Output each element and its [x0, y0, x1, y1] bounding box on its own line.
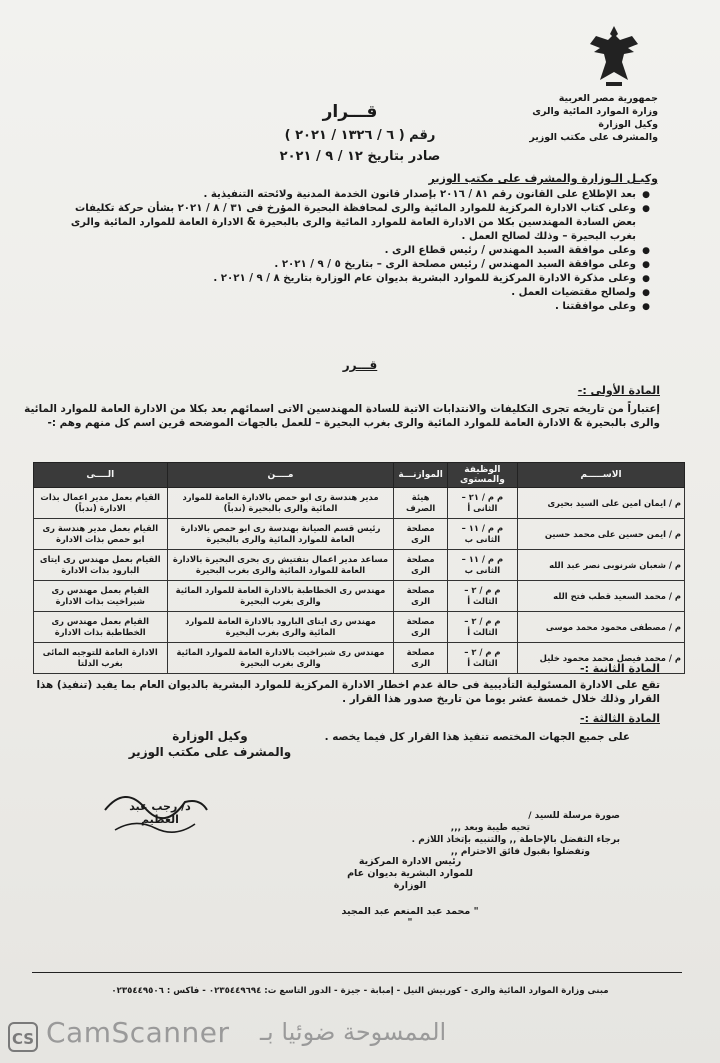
- signatory-name: د/ رجب عبد العظيم: [129, 800, 191, 826]
- eagle-emblem-icon: [588, 22, 640, 88]
- cell-grade: م م / ٢١ – الثانى أ: [447, 488, 517, 519]
- decision-date: صادر بتاريخ ١٢ / ٩ / ٢٠٢١: [279, 149, 441, 164]
- article3-text: على جميع الجهات المختصه تنفيذ هذا القرار كل فيما يخصه .: [324, 731, 630, 743]
- cell-to: القيام بعمل مدير اعمال بذات الادارة (ندباً): [34, 488, 168, 519]
- recital-item: ● بعد الإطلاع على القانون رقم ٨١ / ٢٠١٦ بإصدار قانون الخدمة المدنية ولائحته التنفيذية .: [50, 188, 650, 202]
- head-office: للموارد البشرية بديوان عام الوزارة: [347, 868, 473, 891]
- col-budget-header: الموازنـــة: [394, 463, 447, 488]
- cell-grade: م م / ١١ – الثانى ب: [447, 550, 517, 581]
- cell-to: القيام بعمل مهندس رى الخطاطبة بذات الادارة: [34, 612, 168, 643]
- copy-greeting: تحيه طيبة وبعد ,,,: [450, 823, 530, 833]
- cell-from: مدير هندسة رى ابو حمص بالادارة العامة للموارد المائية والرى بالبحيرة (ندباً): [167, 488, 394, 519]
- article2-text: تقع على الادارة المسئولية التأديبية فى حالة عدم اخطار الادارة المركزية للموارد البشرية بالديوان العام بما يفيد (تنفيذ) هذا القرار وذلك خلال خمسة عشر يوما من تاريخ صدور هذا القرار .: [36, 679, 660, 705]
- signature-block: [100, 728, 320, 760]
- cell-budget: هيئة الصرف: [394, 488, 447, 519]
- decision-number: رقم ( ٦ / ١٣٢٦ / ٢٠٢١ ): [284, 128, 436, 143]
- footer-divider: [32, 972, 682, 973]
- preamble-heading: وكيـل الـوزارة والمشرف على مكتب الوزير: [428, 172, 658, 185]
- head-name: " محمد عبد المنعم عبد المجيد ": [341, 906, 479, 928]
- article2-heading: المادة الثانية :-: [580, 662, 660, 675]
- header-country: جمهورية مصر العربية: [558, 93, 658, 104]
- cell-to: الادارة العامة للتوجيه المائى بغرب الدلتا: [34, 643, 168, 674]
- table-row: [34, 488, 685, 519]
- cell-budget: مصلحة الرى: [394, 550, 447, 581]
- recital-item: ● وعلى موافقة السيد المهندس / رئيس قطاع الرى .: [50, 244, 650, 258]
- staff-table: [33, 462, 685, 674]
- cell-budget: مصلحة الرى: [394, 612, 447, 643]
- article1-text: إعتباراً من تاريخه تجرى التكليفات والانتدابات الاتية للسادة المهندسين الاتى اسمائهم بعد بكلا من الادارة العامة للموارد المائية والرى بالبحيرة & الادارة العامة للموارد المائية والرى بغرب البحيرة – للعمل بالجهات الموضحه قرين اسم كل منهم وهم :-: [24, 403, 660, 429]
- footer-address: مبنى وزارة الموارد المائية والرى - كورنيش النيل - إمبابة - جيزة - الدور التاسع ت: ٠٢٣٥٤٤٩٦٩٤ - فاكس : ٠٢٣٥٤٤٩٥٠٦: [111, 986, 609, 996]
- cell-budget: مصلحة الرى: [394, 519, 447, 550]
- cell-grade: م م / ٢ – الثالث أ: [447, 581, 517, 612]
- col-grade-header: الوظيفة والمستوى: [447, 463, 517, 488]
- watermark-bar: [0, 1012, 720, 1063]
- cell-grade: م م / ٢ – الثالث أ: [447, 643, 517, 674]
- recital-item: ● وعلى مذكرة الادارة المركزية للموارد البشرية بديوان عام الوزارة بتاريخ ٨ / ٩ / ٢٠٢١ .: [50, 272, 650, 286]
- cell-name: م / محمد فيصل محمد محمود خليل: [518, 643, 685, 674]
- recital-item: ● وعلى موافقة السيد المهندس / رئيس مصلحة الرى – بتاريخ ٥ / ٩ / ٢٠٢١ .: [50, 258, 650, 272]
- cell-from: مهندس رى الخطاطبة بالادارة العامة للموارد المائية والرى بغرب البحيرة: [167, 581, 394, 612]
- cell-grade: م م / ١١ – الثانى ب: [447, 519, 517, 550]
- cell-to: القيام بعمل مهندس رى شبراخيت بذات الادارة: [34, 581, 168, 612]
- signature-office: والمشرف على مكتب الوزير: [128, 745, 292, 759]
- cell-grade: م م / ٢ – الثالث أ: [447, 612, 517, 643]
- recital-item: ● وعلى موافقتنا .: [50, 300, 650, 314]
- header-office: والمشرف على مكتب الوزير: [529, 132, 658, 143]
- copy-closing: وتفضلوا بقبول فائق الاحترام ,,: [450, 847, 590, 857]
- head-title: رئيس الادارة المركزية: [358, 856, 462, 867]
- signature-title: وكيل الوزارة: [172, 729, 248, 743]
- col-from-header: مــــن: [167, 463, 394, 488]
- cell-name: م / مصطفى محمود محمد موسى: [518, 612, 685, 643]
- cell-from: مساعد مدير اعمال بتفتيش رى بحرى البحيرة بالادارة العامة للموارد المائية والرى بغرب البحيرة: [167, 550, 394, 581]
- camscanner-logo-icon: CS: [8, 1022, 38, 1052]
- cell-name: م / شعبان شرنوبى نصر عبد الله: [518, 550, 685, 581]
- recital-item: ● ولصالح مقتضيات العمل .: [50, 286, 650, 300]
- article3-heading: المادة الثالثة :-: [580, 712, 660, 725]
- head-signature: [330, 856, 490, 892]
- recitals-list: [50, 188, 650, 314]
- col-to-header: الــــى: [34, 463, 168, 488]
- decision-title: قـــرار: [322, 102, 378, 122]
- header-ministry: وزارة الموارد المائية والرى: [532, 106, 658, 117]
- col-name-header: الاســـــم: [518, 463, 685, 488]
- header-deputy: وكيل الوزارة: [598, 119, 658, 130]
- cell-from: مهندس رى ايتاى البارود بالادارة العامة للموارد المائية والرى بغرب البحيرة: [167, 612, 394, 643]
- watermark-arabic: الممسوحة ضوئيا بـ: [260, 1018, 447, 1046]
- table-row: [34, 612, 685, 643]
- article1-heading: المادة الأولى :-: [577, 384, 660, 397]
- cell-from: مهندس رى شبراخيت بالادارة العامة للموارد المائية والرى بغرب البحيرة: [167, 643, 394, 674]
- table-row: [34, 519, 685, 550]
- table-row: [34, 550, 685, 581]
- cell-name: م / ايمن حسين على محمد حسين: [518, 519, 685, 550]
- copy-note: [130, 810, 620, 858]
- table-header-row: [34, 463, 685, 488]
- cell-to: القيام بعمل مدير هندسة رى ابو حمص بذات الادارة: [34, 519, 168, 550]
- cell-from: رئيس قسم الصيانة بهندسة رى ابو حمص بالادارة العامة للموارد المائية والرى بالبحيرة: [167, 519, 394, 550]
- cell-name: م / محمد السعيد قطب فتح الله: [518, 581, 685, 612]
- cell-budget: مصلحة الرى: [394, 581, 447, 612]
- recital-item: ● وعلى كتاب الادارة المركزية للموارد المائية والرى لمحافظة البحيرة المؤرخ فى ٣١ / ٨ / ٢٠٢١ بشأن حركة تكليفات بعض السادة المهندسين بكلا من الادارة العامة للموارد المائية والرى بالبحيرة & الادارة العامة للموارد المائية والرى بغرب البحيرة – وذلك لصالح العمل .: [50, 202, 650, 244]
- decides-heading: قـــرر: [342, 358, 378, 372]
- watermark-brand: CamScanner: [46, 1016, 230, 1049]
- cell-budget: مصلحة الرى: [394, 643, 447, 674]
- cell-name: م / ايمان امين على السيد بحيرى: [518, 488, 685, 519]
- copy-body: برجاء التفضل بالإحاطة ,, والتنبيه بإتخاذ اللازم .: [411, 835, 620, 845]
- cell-to: القيام بعمل مهندس رى ايتاى البارود بذات الادارة: [34, 550, 168, 581]
- table-row: [34, 581, 685, 612]
- copy-label: صورة مرسلة للسيد /: [528, 811, 620, 821]
